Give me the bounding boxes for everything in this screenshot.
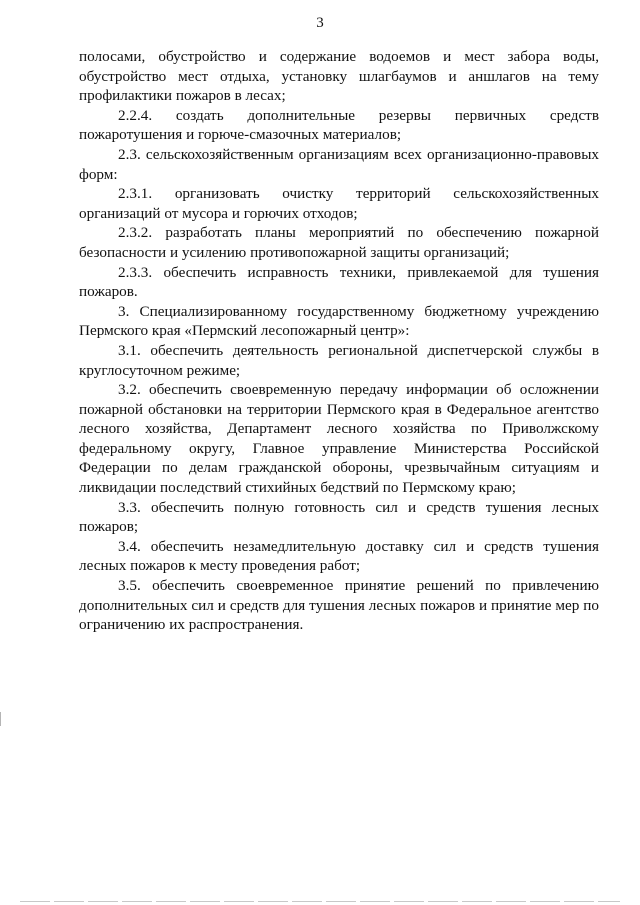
- paragraph-2-2-4: 2.2.4. создать дополнительные резервы первичных средств пожаротушения и горюче-смазочных материалов;: [79, 106, 599, 144]
- paragraph-3-3: 3.3. обеспечить полную готовность сил и средств тушения лесных пожаров;: [79, 498, 599, 536]
- paragraph-3-4: 3.4. обеспечить незамедлительную доставку сил и средств тушения лесных пожаров к месту проведения работ;: [79, 537, 599, 575]
- paragraph-3-5: 3.5. обеспечить своевременное принятие решений по привлечению дополнительных сил и средств для тушения лесных пожаров и принятие мер по ограничению их распространения.: [79, 577, 599, 634]
- paragraph-continuation: полосами, обустройство и содержание водоемов и мест забора воды, обустройство мест отдыха, установку шлагбаумов и аншлагов на тему профилактики пожаров в лесах;: [79, 48, 599, 105]
- paragraph-2-3-1: 2.3.1. организовать очистку территорий сельскохозяйственных организаций от мусора и горючих отходов;: [79, 185, 599, 222]
- document-body: [79, 47, 599, 635]
- scan-bottom-edge: [20, 901, 620, 902]
- paragraph-3: 3. Специализированному государственному бюджетному учреждению Пермского края «Пермский лесопожарный центр»:: [79, 302, 599, 340]
- page-number: 3: [316, 15, 324, 31]
- paragraph-3-2: 3.2. обеспечить своевременную передачу информации об осложнении пожарной обстановки на территории Пермского края в Федеральное агентство лесного хозяйства, Департамент лесного хозяйства по Приволжскому федеральному округу, Главное управление Министерства Российской Федерации по делам гражданской обороны, чрезвычайным ситуациям и ликвидации последствий стихийных бедствий по Пермскому краю;: [79, 381, 599, 497]
- paragraph-2-3-2: 2.3.2. разработать планы мероприятий по обеспечению пожарной безопасности и усилению противопожарной защиты организаций;: [79, 224, 599, 261]
- paragraph-3-1: 3.1. обеспечить деятельность региональной диспетчерской службы в круглосуточном режиме;: [79, 341, 599, 379]
- paragraph-2-3: 2.3. сельскохозяйственным организациям всех организационно-правовых форм:: [79, 145, 599, 183]
- scan-edge-mark: [0, 712, 1, 726]
- paragraph-2-3-3: 2.3.3. обеспечить исправность техники, привлекаемой для тушения пожаров.: [79, 263, 599, 301]
